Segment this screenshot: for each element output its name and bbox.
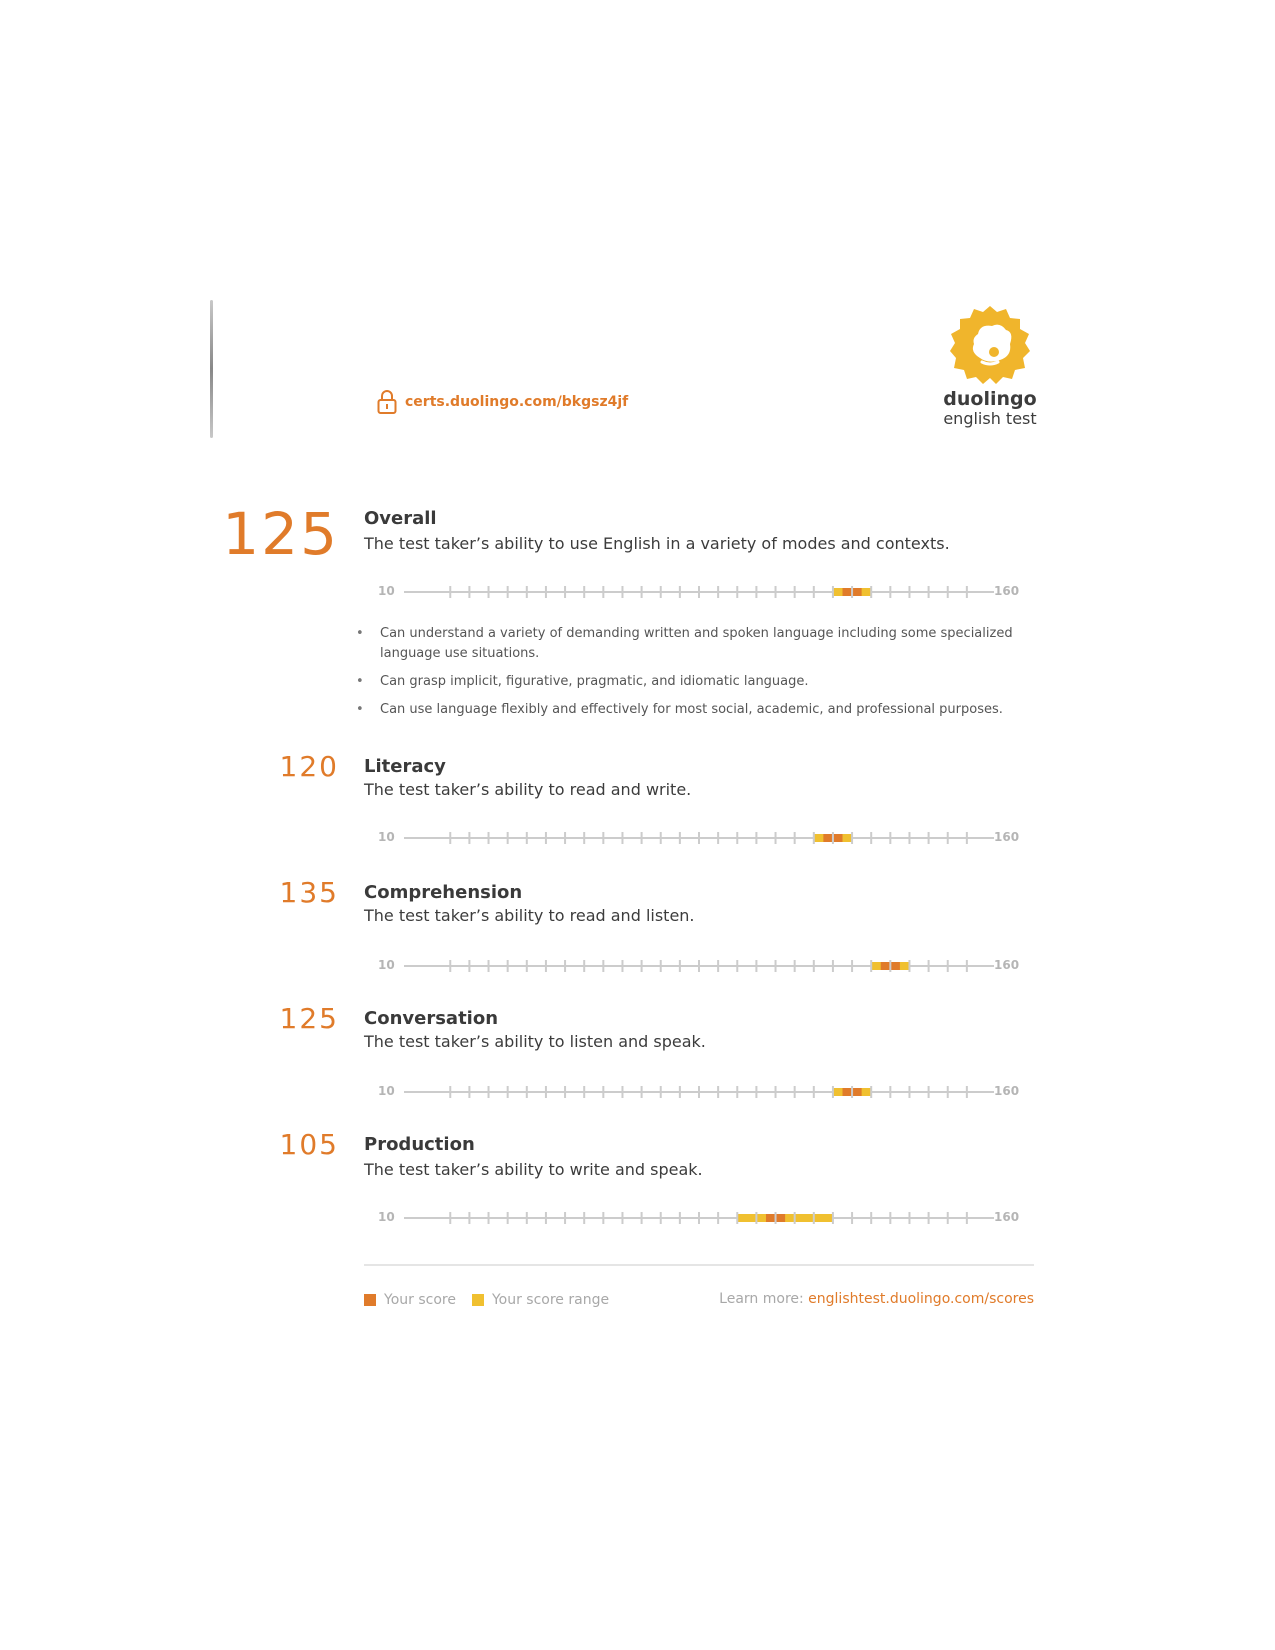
- section-title: Comprehension: [364, 882, 523, 903]
- score-scale-production: [378, 1208, 1028, 1228]
- section-description: The test taker’s ability to read and write.: [364, 780, 692, 799]
- score-track: [404, 956, 994, 976]
- footer-divider: [364, 1264, 1034, 1266]
- overall-score: 125: [222, 500, 339, 568]
- scale-min-label: 10: [378, 584, 395, 598]
- list-item: • Can grasp implicit, figurative, pragmatic, and idiomatic language.: [352, 672, 1042, 692]
- score-track: [404, 1082, 994, 1102]
- comprehension-score: 135: [279, 876, 339, 909]
- scale-max-label: 160: [994, 830, 1020, 844]
- bullet-icon: •: [356, 626, 364, 641]
- section-title: Literacy: [364, 756, 446, 777]
- score-scale-overall: [378, 582, 1028, 602]
- brand-subtitle: english test: [943, 409, 1037, 428]
- scale-min-label: 10: [378, 958, 395, 972]
- score-scale-literacy: [378, 828, 1028, 848]
- your-score-swatch: [364, 1294, 376, 1306]
- bullet-icon: •: [356, 702, 364, 717]
- certificate-url[interactable]: certs.duolingo.com/bkgsz4jf: [405, 394, 629, 410]
- literacy-score: 120: [279, 750, 339, 783]
- section-description: The test taker’s ability to read and listen.: [364, 906, 695, 925]
- certificate-link[interactable]: [377, 390, 628, 414]
- list-item: • Can understand a variety of demanding written and spoken language including some specialized language use situations.: [356, 626, 1013, 661]
- legend-label: Your score: [384, 1292, 456, 1308]
- score-scale-comprehension: [378, 956, 1028, 976]
- bullet-icon: •: [356, 674, 364, 689]
- production-score: 105: [279, 1128, 339, 1161]
- legend-your-score-range: [472, 1292, 609, 1308]
- scale-max-label: 160: [994, 1084, 1020, 1098]
- lock-icon: [377, 390, 397, 414]
- scale-max-label: 160: [994, 958, 1020, 972]
- scale-min-label: 10: [378, 1084, 395, 1098]
- list-item: • Can use language flexibly and effectively for most social, academic, and professional purposes.: [352, 700, 1042, 720]
- scale-min-label: 10: [378, 830, 395, 844]
- section-description: The test taker’s ability to use English in a variety of modes and contexts.: [364, 534, 950, 553]
- section-title: Production: [364, 1134, 475, 1155]
- brand-name: duolingo: [943, 388, 1037, 410]
- overall-descriptor-list: [352, 624, 1042, 728]
- score-scale-conversation: [378, 1082, 1028, 1102]
- duolingo-owl-badge-icon: [948, 304, 1032, 388]
- legend-label: Your score range: [491, 1292, 610, 1308]
- learn-more-link[interactable]: englishtest.duolingo.com/scores: [808, 1291, 1034, 1307]
- learn-more-label: Learn more:: [719, 1291, 804, 1307]
- scale-min-label: 10: [378, 1210, 395, 1224]
- score-track: [404, 582, 994, 602]
- scale-max-label: 160: [994, 1210, 1020, 1224]
- learn-more: [719, 1291, 1034, 1307]
- legend: [364, 1292, 625, 1308]
- page-edge-line: [210, 300, 213, 438]
- your-score-range-swatch: [472, 1294, 484, 1306]
- section-title: Conversation: [364, 1008, 499, 1029]
- score-track: [404, 1208, 994, 1228]
- legend-your-score: [364, 1292, 456, 1308]
- conversation-score: 125: [279, 1002, 339, 1035]
- scale-max-label: 160: [994, 584, 1020, 598]
- section-title: Overall: [364, 508, 437, 529]
- score-track: [404, 828, 994, 848]
- duolingo-logo: [930, 304, 1050, 428]
- section-description: The test taker’s ability to listen and speak.: [364, 1032, 706, 1051]
- section-description: The test taker’s ability to write and speak.: [364, 1160, 703, 1179]
